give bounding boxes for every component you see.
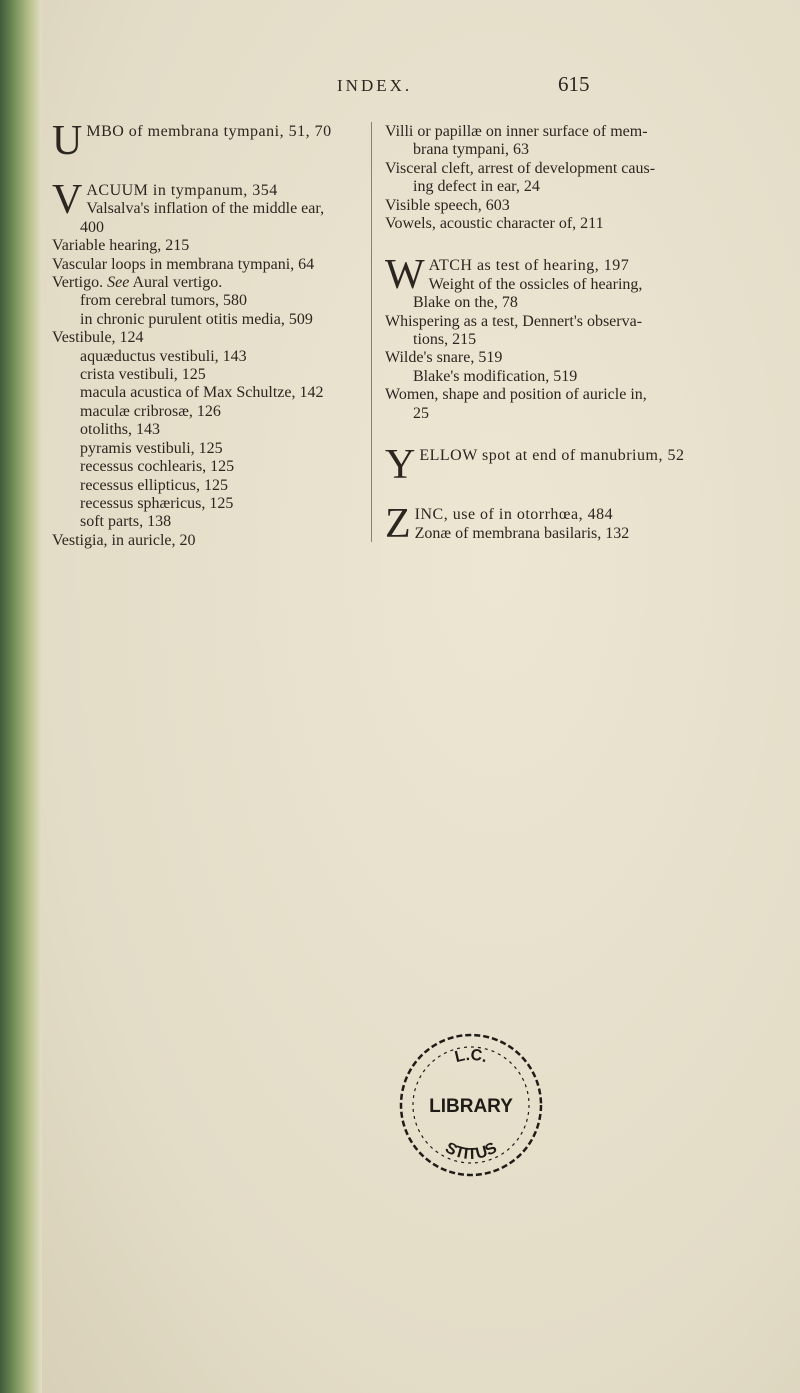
see-reference: See bbox=[107, 274, 130, 292]
index-section-w bbox=[385, 252, 715, 423]
index-entry: Weight of the ossicles of hearing, bbox=[428, 275, 643, 293]
drop-cap: V bbox=[52, 177, 83, 223]
index-entry: Whispering as a test, Dennert's observa- bbox=[385, 312, 643, 330]
stamp-top-text: L.C. bbox=[453, 1046, 490, 1067]
index-section-u bbox=[52, 118, 377, 164]
library-stamp-graphic bbox=[396, 1030, 546, 1180]
index-entry: Villi or papillæ on inner surface of mem- bbox=[385, 123, 648, 140]
index-subentry: otoliths, 143 bbox=[80, 421, 161, 439]
index-subentry: recessus sphæricus, 125 bbox=[80, 494, 234, 512]
book-binding-edge bbox=[0, 0, 42, 1393]
index-entry: Visible speech, 603 bbox=[385, 196, 510, 214]
index-entry: Visceral cleft, arrest of development caus- bbox=[385, 159, 656, 177]
index-column-right bbox=[385, 123, 715, 563]
index-subentry: crista vestibuli, 125 bbox=[80, 366, 206, 384]
index-entry: Valsalva's inflation of the middle ear, bbox=[86, 200, 325, 218]
index-entry: Zonæ of membrana basilaris, 132 bbox=[414, 524, 630, 542]
library-stamp bbox=[396, 1030, 546, 1180]
index-entry: Blake's modification, 519 bbox=[413, 367, 578, 385]
index-entry: Vowels, acoustic character of, 211 bbox=[385, 215, 604, 233]
index-entry: Vestigia, in auricle, 20 bbox=[52, 531, 196, 549]
entry-text: ATCH as test of hearing, 197 bbox=[428, 257, 630, 275]
entry-text: ACUUM in tympanum, 354 bbox=[86, 182, 278, 199]
index-entry: Wilde's snare, 519 bbox=[385, 349, 503, 367]
drop-cap: U bbox=[52, 118, 83, 164]
index-section-v bbox=[52, 177, 377, 550]
drop-cap: Y bbox=[385, 442, 416, 489]
index-subentry: recessus ellipticus, 125 bbox=[80, 476, 228, 494]
svg-text:L.C. bbox=[453, 1047, 489, 1067]
stamp-library-text: LIBRARY bbox=[429, 1096, 513, 1117]
page-number: 615 bbox=[558, 72, 590, 96]
entry-text: ELLOW spot at end of manubrium, 52 bbox=[419, 447, 685, 465]
running-title: INDEX. bbox=[337, 76, 413, 95]
index-entry: Women, shape and position of auricle in, bbox=[385, 386, 647, 404]
drop-cap: Z bbox=[385, 501, 411, 548]
index-subentry: aquæductus vestibuli, 143 bbox=[80, 347, 247, 365]
index-subentry: in chronic purulent otitis media, 509 bbox=[80, 310, 313, 328]
index-subentry: from cerebral tumors, 580 bbox=[80, 292, 248, 310]
index-entry: 25 bbox=[413, 404, 429, 422]
index-entry: 400 bbox=[80, 218, 104, 236]
index-section-v-continued bbox=[385, 123, 715, 233]
index-entry: Vascular loops in membrana tympani, 64 bbox=[52, 255, 315, 273]
index-entry: Vertigo. See Aural vertigo. bbox=[52, 274, 223, 292]
index-entry: Vestibule, 124 bbox=[52, 329, 144, 347]
drop-cap: W bbox=[385, 252, 425, 299]
index-subentry: macula acustica of Max Schultze, 142 bbox=[80, 384, 324, 402]
entry-text: INC, use of in otorrhœa, 484 bbox=[414, 506, 614, 524]
index-entry bbox=[52, 118, 377, 164]
index-entry bbox=[385, 442, 715, 489]
index-column-left bbox=[52, 118, 377, 570]
index-entry: tions, 215 bbox=[413, 331, 477, 349]
index-entry: brana tympani, 63 bbox=[413, 141, 529, 159]
entry-text: MBO of membrana tympani, 51, 70 bbox=[86, 123, 332, 140]
index-section-z bbox=[385, 501, 715, 548]
index-subentry: soft parts, 138 bbox=[80, 513, 172, 531]
index-entry: Variable hearing, 215 bbox=[52, 237, 190, 255]
index-subentry: recessus cochlearis, 125 bbox=[80, 458, 235, 476]
index-entry: Blake on the, 78 bbox=[413, 294, 518, 312]
index-subentry: pyramis vestibuli, 125 bbox=[80, 439, 223, 457]
index-subentry: maculæ cribrosæ, 126 bbox=[80, 402, 221, 420]
index-section-y bbox=[385, 442, 715, 489]
stamp-bottom-text: STITUS bbox=[442, 1139, 500, 1164]
index-entry: ing defect in ear, 24 bbox=[413, 178, 540, 196]
page-header bbox=[0, 72, 800, 102]
